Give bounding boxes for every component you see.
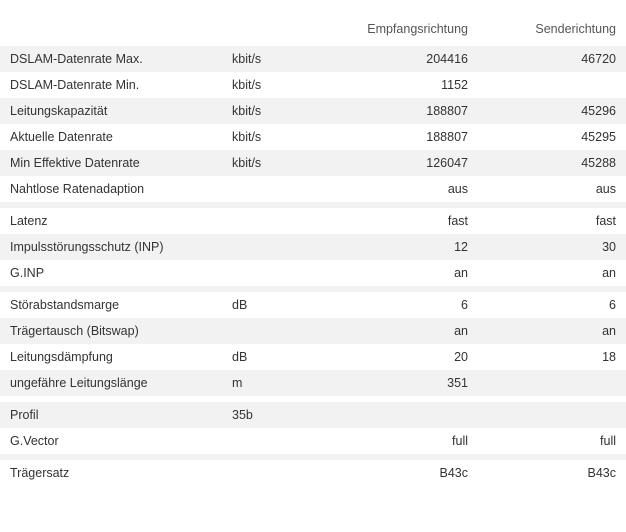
column-header-send: Senderichtung <box>478 0 626 46</box>
cell-receive: 1152 <box>330 72 478 98</box>
column-header-parameter <box>0 0 222 46</box>
cell-receive: 188807 <box>330 124 478 150</box>
cell-unit <box>222 428 330 454</box>
cell-receive: 126047 <box>330 150 478 176</box>
table-row <box>0 318 626 344</box>
cell-unit: kbit/s <box>222 124 330 150</box>
cell-receive: full <box>330 428 478 454</box>
cell-receive <box>330 402 478 428</box>
cell-send: an <box>478 318 626 344</box>
cell-unit: dB <box>222 292 330 318</box>
cell-send: fast <box>478 208 626 234</box>
cell-receive: B43c <box>330 460 478 486</box>
cell-unit <box>222 460 330 486</box>
table-row <box>0 150 626 176</box>
cell-unit <box>222 260 330 286</box>
cell-parameter: Nahtlose Ratenadaption <box>0 176 222 202</box>
cell-send: aus <box>478 176 626 202</box>
cell-parameter: DSLAM-Datenrate Max. <box>0 46 222 72</box>
table-header-row <box>0 0 626 46</box>
table-row <box>0 344 626 370</box>
cell-parameter: Trägersatz <box>0 460 222 486</box>
cell-send <box>478 72 626 98</box>
cell-receive: 6 <box>330 292 478 318</box>
cell-receive: an <box>330 260 478 286</box>
table-row <box>0 460 626 486</box>
cell-unit: kbit/s <box>222 98 330 124</box>
cell-receive: an <box>330 318 478 344</box>
cell-unit: dB <box>222 344 330 370</box>
cell-parameter: G.Vector <box>0 428 222 454</box>
cell-receive: aus <box>330 176 478 202</box>
table-header <box>0 0 626 46</box>
cell-unit: kbit/s <box>222 72 330 98</box>
cell-receive: 20 <box>330 344 478 370</box>
cell-receive: 12 <box>330 234 478 260</box>
cell-parameter: Profil <box>0 402 222 428</box>
table-row <box>0 124 626 150</box>
column-header-receive: Empfangsrichtung <box>330 0 478 46</box>
table-body <box>0 46 626 486</box>
cell-unit <box>222 176 330 202</box>
cell-receive: 204416 <box>330 46 478 72</box>
cell-parameter: Leitungskapazität <box>0 98 222 124</box>
table-row <box>0 292 626 318</box>
cell-parameter: Impulsstörungsschutz (INP) <box>0 234 222 260</box>
cell-send: 6 <box>478 292 626 318</box>
table-row <box>0 370 626 396</box>
cell-parameter: ungefähre Leitungslänge <box>0 370 222 396</box>
cell-receive: 351 <box>330 370 478 396</box>
table-row <box>0 402 626 428</box>
cell-receive: 188807 <box>330 98 478 124</box>
cell-send: 45296 <box>478 98 626 124</box>
cell-parameter: G.INP <box>0 260 222 286</box>
table-row <box>0 98 626 124</box>
cell-parameter: DSLAM-Datenrate Min. <box>0 72 222 98</box>
cell-unit <box>222 208 330 234</box>
column-header-unit <box>222 0 330 46</box>
cell-send <box>478 402 626 428</box>
cell-send: an <box>478 260 626 286</box>
cell-unit: kbit/s <box>222 46 330 72</box>
cell-parameter: Leitungsdämpfung <box>0 344 222 370</box>
cell-send: B43c <box>478 460 626 486</box>
cell-send: 45288 <box>478 150 626 176</box>
table-row <box>0 260 626 286</box>
table-row <box>0 72 626 98</box>
cell-unit: 35b <box>222 402 330 428</box>
table-row <box>0 234 626 260</box>
cell-unit: kbit/s <box>222 150 330 176</box>
table-row <box>0 208 626 234</box>
cell-send: 18 <box>478 344 626 370</box>
cell-send <box>478 370 626 396</box>
table-row <box>0 46 626 72</box>
cell-parameter: Störabstandsmarge <box>0 292 222 318</box>
cell-parameter: Latenz <box>0 208 222 234</box>
cell-unit: m <box>222 370 330 396</box>
table-row <box>0 428 626 454</box>
table-row <box>0 176 626 202</box>
cell-send: 45295 <box>478 124 626 150</box>
cell-parameter: Trägertausch (Bitswap) <box>0 318 222 344</box>
cell-unit <box>222 234 330 260</box>
cell-parameter: Min Effektive Datenrate <box>0 150 222 176</box>
cell-receive: fast <box>330 208 478 234</box>
cell-send: full <box>478 428 626 454</box>
cell-parameter: Aktuelle Datenrate <box>0 124 222 150</box>
cell-unit <box>222 318 330 344</box>
cell-send: 46720 <box>478 46 626 72</box>
cell-send: 30 <box>478 234 626 260</box>
